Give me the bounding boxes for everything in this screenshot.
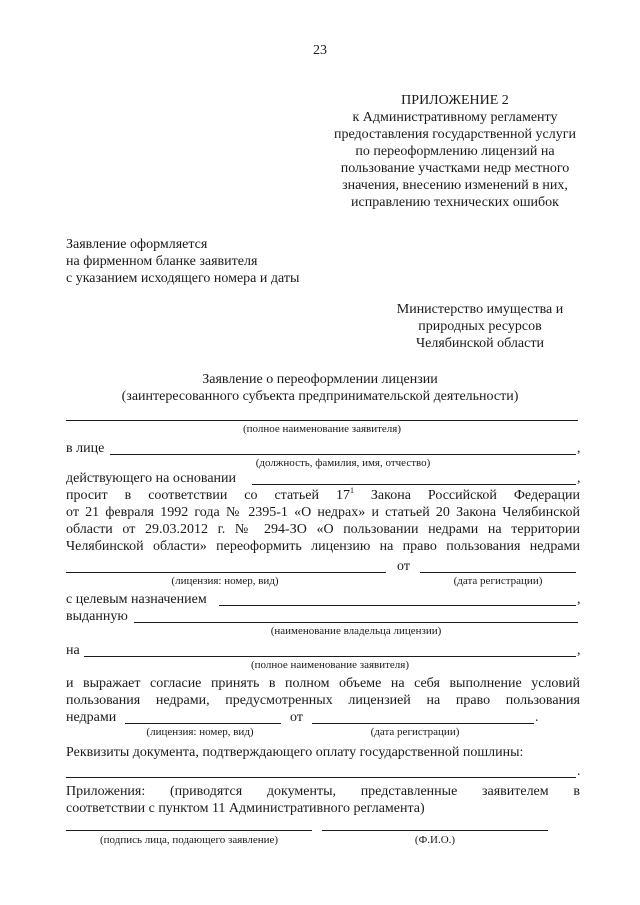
form-note-line: Заявление оформляется (66, 237, 208, 252)
hint-signature: (подпись лица, подающего заявление) (99, 834, 279, 846)
attachments-line-2: соответствии с пунктом 11 Административного регламента) (66, 801, 425, 816)
hint-position: (должность, фамилия, имя, отчество) (255, 457, 431, 469)
form-note-line: на фирменном бланке заявителя (66, 254, 258, 269)
purpose-label: с целевым назначением (66, 592, 207, 607)
reg-date-field-2[interactable] (312, 723, 534, 724)
fio-field[interactable] (322, 830, 548, 831)
license-field[interactable] (66, 572, 386, 573)
to-label: на (66, 643, 80, 658)
article-superscript: 1 (349, 486, 354, 495)
appendix-line: исправлению технических ошибок (351, 195, 559, 210)
hint-applicant-name: (полное наименование заявителя) (242, 423, 402, 435)
in-person-label: в лице (66, 441, 105, 456)
payment-field[interactable] (66, 777, 576, 778)
word: заявителем (481, 784, 549, 799)
page-number: 23 (313, 43, 327, 58)
form-note-line: с указанием исходящего номера и даты (66, 271, 300, 286)
paragraph-1-line-2: от 21 февраля 1992 года № 2395-1 «О недрах» и статьей 20 Закона Челябинской (66, 505, 580, 520)
word: в (573, 784, 580, 799)
punct: , (577, 643, 581, 658)
addressee-line: Министерство имущества и (396, 302, 564, 317)
article-ref (336, 487, 354, 504)
applicant-name-line[interactable] (66, 420, 578, 421)
hint-license: (лицензия: номер, вид) (171, 575, 279, 587)
issued-field[interactable] (134, 622, 578, 623)
paragraph-1-line-4: Челябинской области» переоформить лицензию на право пользования недрами (66, 539, 580, 554)
punct: , (577, 592, 581, 607)
payment-label: Реквизиты документа, подтверждающего оплату государственной пошлины: (66, 745, 524, 760)
to-field[interactable] (84, 656, 576, 657)
appendix-line: значения, внесению изменений в них, (342, 178, 568, 193)
hint-owner: (наименование владельца лицензии) (270, 625, 442, 637)
punct: . (535, 710, 539, 725)
document-subheading: (заинтересованного субъекта предпринимательской деятельности) (121, 389, 519, 404)
document-heading: Заявление о переоформлении лицензии (202, 372, 438, 387)
punct: , (577, 441, 581, 456)
word: статьей (274, 488, 320, 503)
hint-reg-date-2: (дата регистрации) (370, 726, 460, 738)
word: (приводятся (169, 784, 243, 799)
paragraph-2-line-2: пользования недрами, предусмотренных лицензией на право пользования (66, 693, 580, 708)
reg-date-field[interactable] (420, 572, 576, 573)
signature-field[interactable] (66, 830, 312, 831)
word: соответствии (148, 488, 228, 503)
article-number: 17 (335, 488, 350, 503)
addressee-line: Челябинской области (416, 336, 544, 351)
word: со (244, 488, 258, 503)
hint-license-2: (лицензия: номер, вид) (146, 726, 254, 738)
in-person-field[interactable] (110, 454, 576, 455)
paragraph-2-line-3-label: недрами (66, 710, 117, 725)
paragraph-2-line-1: и выражает согласие принять в полном объеме на себя выполнение условий (66, 676, 580, 691)
word: просит (66, 488, 108, 503)
from-label-2: от (290, 710, 303, 725)
paragraph-1-line-3: области от 29.03.2012 г. № 294-ЗО «О пользовании недрами на территории (66, 522, 580, 537)
appendix-line: по переоформлению лицензий на (355, 144, 555, 159)
appendix-title: ПРИЛОЖЕНИЕ 2 (401, 93, 509, 108)
word: в (124, 488, 132, 503)
word: Федерации (513, 488, 580, 503)
hint-reg-date: (дата регистрации) (453, 575, 543, 587)
hint-applicant-name-2: (полное наименование заявителя) (250, 659, 410, 671)
word: Закона (370, 488, 411, 503)
word: документы, (266, 784, 337, 799)
purpose-field[interactable] (219, 605, 576, 606)
appendix-line: к Административному регламенту (352, 110, 558, 125)
paragraph-1-line-1 (66, 487, 580, 504)
acting-basis-label: действующего на основании (66, 471, 237, 486)
issued-label: выданную (66, 609, 128, 624)
punct: . (577, 764, 581, 779)
from-label: от (397, 559, 410, 574)
word: Российской (427, 488, 497, 503)
acting-basis-field[interactable] (252, 484, 576, 485)
word: представленные (360, 784, 458, 799)
word: Приложения: (66, 784, 146, 799)
appendix-line: предоставления государственной услуги (334, 127, 576, 142)
addressee-line: природных ресурсов (418, 319, 542, 334)
attachments-line-1 (66, 783, 580, 800)
hint-fio: (Ф.И.О.) (414, 834, 456, 846)
punct: , (577, 471, 581, 486)
license-field-2[interactable] (125, 723, 281, 724)
appendix-line: пользование участками недр местного (340, 161, 570, 176)
